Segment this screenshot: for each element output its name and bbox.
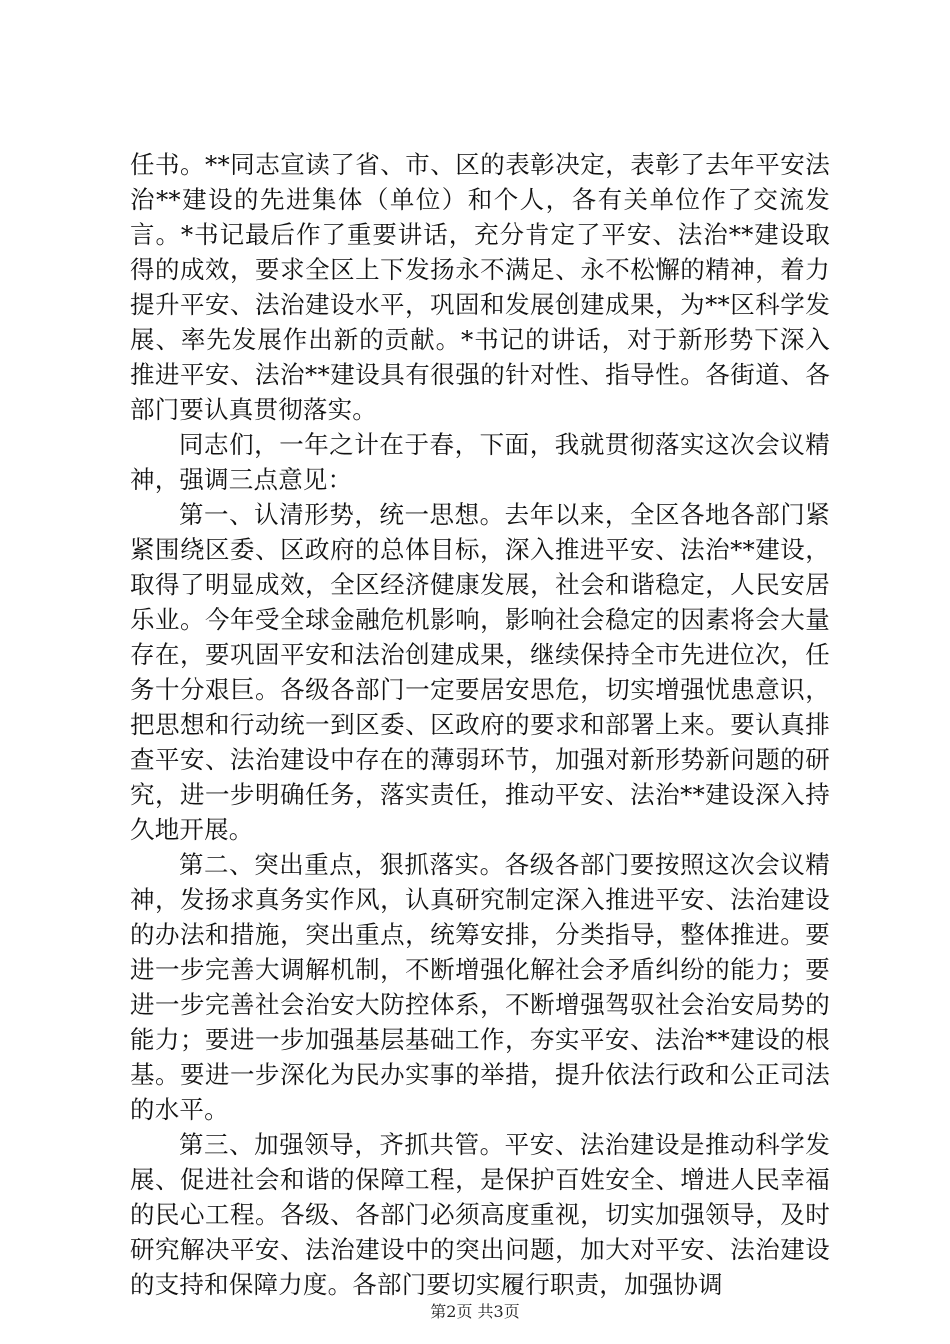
document-body <box>130 147 830 1302</box>
paragraph-continuation: 任书。**同志宣读了省、市、区的表彰决定，表彰了去年平安法治**建设的先进集体（单位）和个人，各有关单位作了交流发言。*书记最后作了重要讲话，充分肯定了平安、法治**建设取得的成效，要求全区上下发扬永不满足、永不松懈的精神，着力提升平安、法治建设水平，巩固和发展创建成果，为**区科学发展、率先发展作出新的贡献。*书记的讲话，对于新形势下深入推进平安、法治**建设具有很强的针对性、指导性。各街道、各部门要认真贯彻落实。 <box>130 150 830 424</box>
paragraph-point-three: 第三、加强领导，齐抓共管。平安、法治建设是推动科学发展、促进社会和谐的保障工程，是保护百姓安全、增进人民幸福的民心工程。各级、各部门必须高度重视，切实加强领导，及时研究解决平安、法治建设中的突出问题，加大对平安、法治建设的支持和保障力度。各部门要切实履行职责，加强协调 <box>130 1130 830 1299</box>
paragraph-point-one: 第一、认清形势，统一思想。去年以来，全区各地各部门紧紧围绕区委、区政府的总体目标，深入推进平安、法治**建设，取得了明显成效，全区经济健康发展，社会和谐稳定，人民安居乐业。今年受全球金融危机影响，影响社会稳定的因素将会大量存在，要巩固平安和法治创建成果，继续保持全市先进位次，任务十分艰巨。各级各部门一定要居安思危，切实增强忧患意识，把思想和行动统一到区委、区政府的要求和部署上来。要认真排查平安、法治建设中存在的薄弱环节，加强对新形势新问题的研究，进一步明确任务，落实责任，推动平安、法治**建设深入持久地开展。 <box>130 500 830 844</box>
paragraph-intro: 同志们，一年之计在于春，下面，我就贯彻落实这次会议精神，强调三点意见： <box>130 430 830 494</box>
paragraph-point-two: 第二、突出重点，狠抓落实。各级各部门要按照这次会议精神，发扬求真务实作风，认真研究制定深入推进平安、法治建设的办法和措施，突出重点，统筹安排，分类指导，整体推进。要进一步完善大调解机制，不断增强化解社会矛盾纠纷的能力；要进一步完善社会治安大防控体系，不断增强驾驭社会治安局势的能力；要进一步加强基层基础工作，夯实平安、法治**建设的根基。要进一步深化为民办实事的举措，提升依法行政和公正司法的水平。 <box>130 850 830 1124</box>
page-number-footer: 第2页 共3页 <box>430 1302 520 1321</box>
